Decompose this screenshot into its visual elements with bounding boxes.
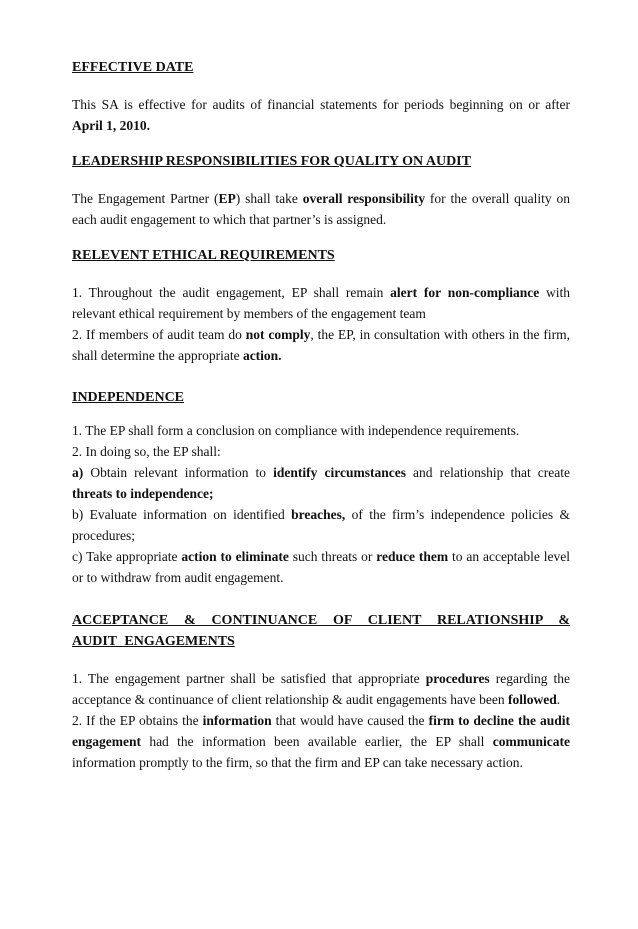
text-run: information promptly to the firm, so that the firm and EP can take necessary action. (72, 755, 523, 770)
text-run: 2. If the EP obtains the (72, 713, 203, 728)
acceptance-heading: ACCEPTANCE & CONTINUANCE OF CLIENT RELATIONSHIP & AUDIT ENGAGEMENTS (72, 613, 570, 649)
text-run: Obtain relevant information to (83, 465, 274, 480)
effective-date-paragraph (72, 94, 570, 136)
text-run: ) shall take (235, 191, 303, 206)
text-run: The Engagement Partner ( (72, 191, 219, 206)
ethical-point-1 (72, 282, 570, 324)
bold-run: communicate (492, 734, 570, 749)
acceptance-point-2 (72, 710, 570, 773)
text-run: for the overall quality on each audit engagement to which that partner’s is assigned. (72, 191, 570, 227)
text-run: 1. Throughout the audit engagement, EP shall remain (72, 285, 391, 300)
text-run: . (556, 692, 561, 707)
text-run: to an acceptable level or to withdraw from audit engagement. (72, 549, 571, 585)
bold-run: breaches, (291, 507, 346, 522)
text-run: and relationship that create (405, 465, 571, 480)
bold-run: followed (507, 692, 557, 707)
bold-run: threats to independence; (72, 486, 214, 501)
independence-item-b (72, 504, 570, 546)
independence-point-1: 1. The EP shall form a conclusion on compliance with independence requirements. (72, 423, 520, 438)
text-run: such threats or (288, 549, 377, 564)
bold-run: information (202, 713, 272, 728)
ethical-heading: RELEVENT ETHICAL REQUIREMENTS (72, 248, 335, 263)
bold-run: not comply (245, 327, 311, 342)
bold-run: firm to decline the audit engagement (72, 713, 571, 749)
bold-run: procedures (425, 671, 490, 686)
leadership-paragraph (72, 188, 570, 230)
bold-run: reduce them (376, 549, 449, 564)
bold-run: action to eliminate (181, 549, 289, 564)
text-run: had the information been available earlier, the EP shall (140, 734, 493, 749)
bold-run: alert for non-compliance (390, 285, 540, 300)
effective-date-value: April 1, 2010. (72, 118, 151, 133)
ethical-point-2 (72, 324, 570, 366)
text-run: , the EP, in consultation with others in the firm, shall determine the appropriate (72, 327, 570, 363)
text-run: of the firm’s independence policies & procedures; (72, 507, 570, 543)
text-run: b) Evaluate information on identified (72, 507, 292, 522)
text-run: c) Take appropriate (72, 549, 182, 564)
bold-run: identify circumstances (273, 465, 406, 480)
effective-date-heading: EFFECTIVE DATE (72, 60, 194, 75)
document-page (72, 58, 570, 773)
independence-item-c (72, 546, 570, 588)
leadership-heading: LEADERSHIP RESPONSIBILITIES FOR QUALITY ON AUDIT (72, 154, 471, 169)
text-run: 2. If members of audit team do (72, 327, 246, 342)
bold-run: action. (242, 348, 282, 363)
independence-heading: INDEPENDENCE (72, 390, 185, 405)
text-run: regarding the acceptance & continuance of client relationship & audit engagements have been (72, 671, 570, 707)
text-run: 1. The engagement partner shall be satisfied that appropriate (72, 671, 426, 686)
bold-run: EP (218, 191, 236, 206)
text-run: with relevant ethical requirement by members of the engagement team (72, 285, 570, 321)
text-run: that would have caused the (271, 713, 429, 728)
acceptance-point-1 (72, 668, 570, 710)
independence-point-2: 2. In doing so, the EP shall: (72, 444, 221, 459)
bold-run: a) (72, 465, 84, 480)
independence-item-a (72, 462, 570, 504)
bold-run: overall responsibility (302, 191, 426, 206)
effective-date-text: This SA is effective for audits of financial statements for periods beginning on or after (72, 97, 570, 112)
